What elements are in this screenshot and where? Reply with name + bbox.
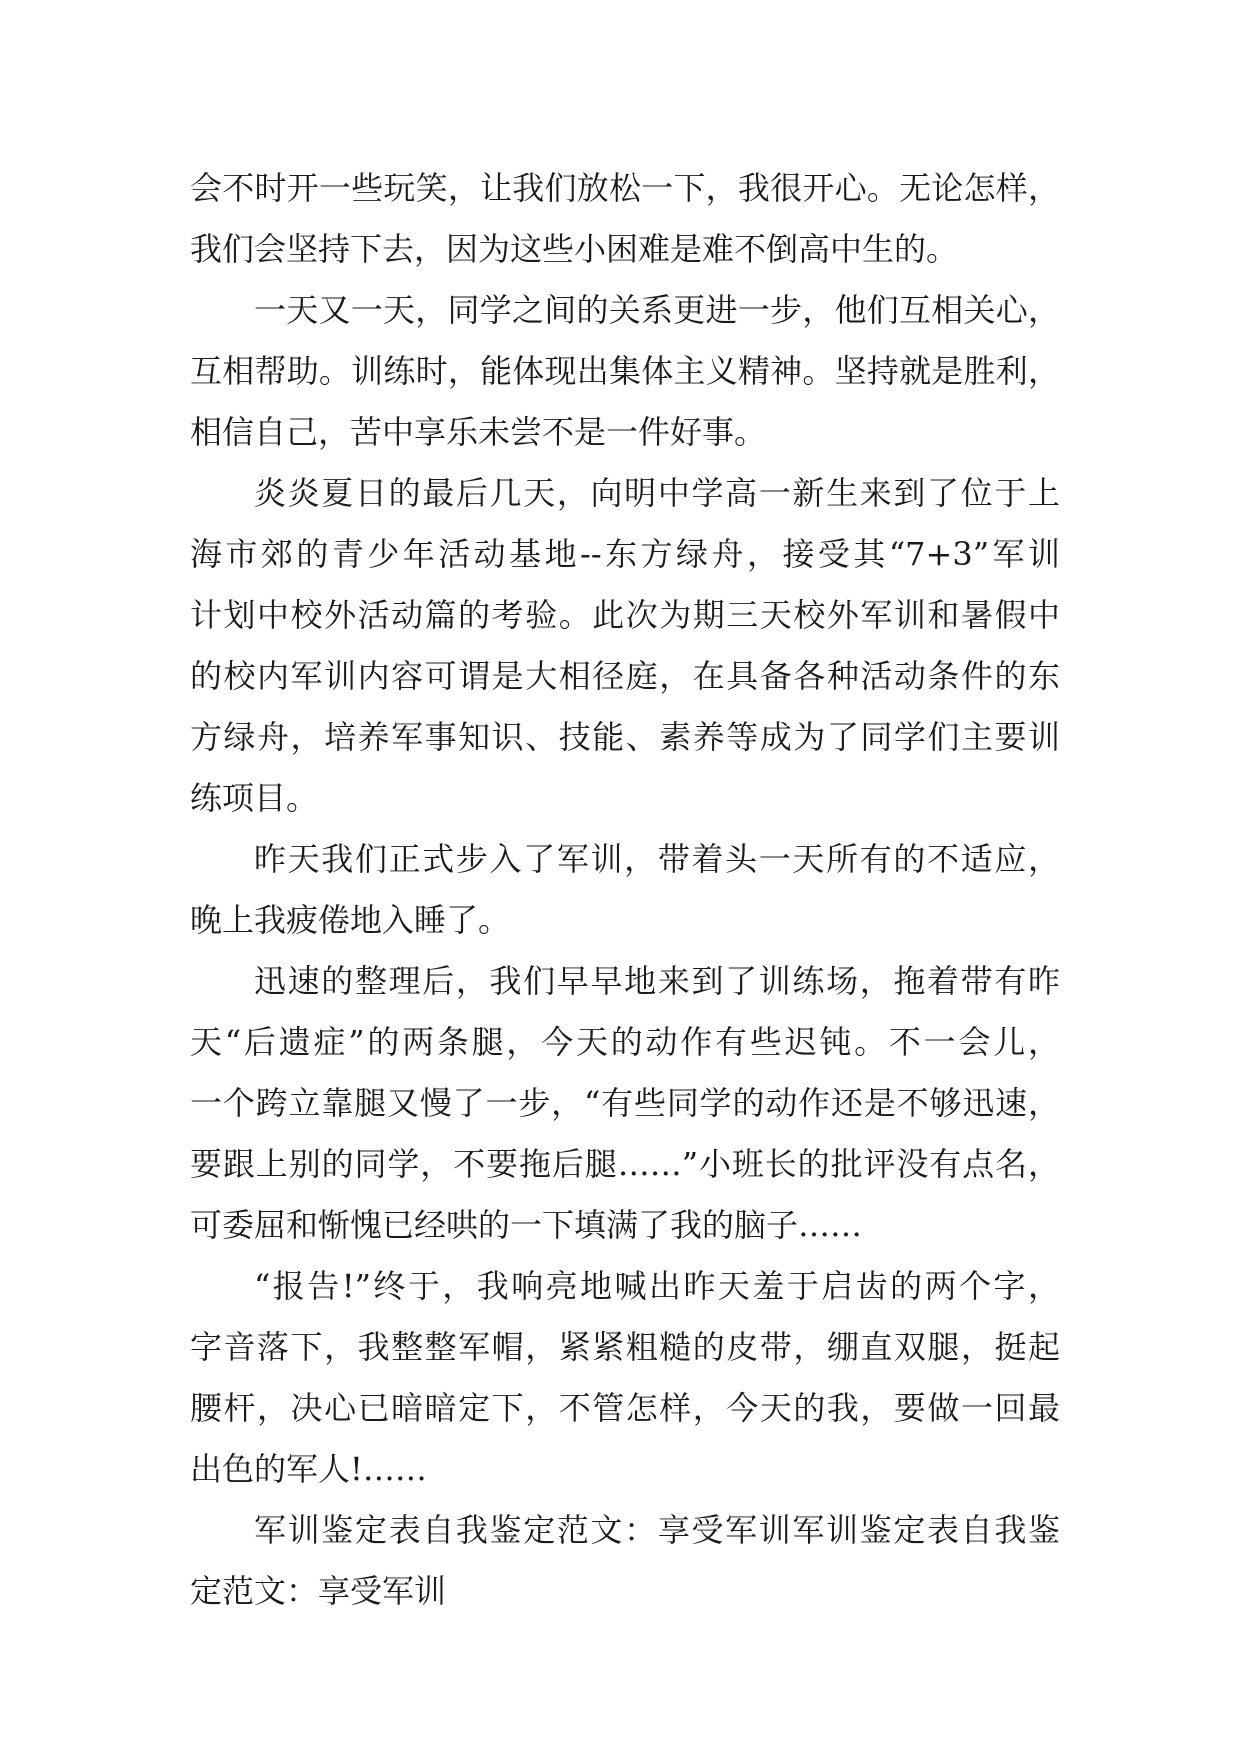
paragraph (190, 829, 1060, 951)
text-line: 腰杆，决心已暗暗定下，不管怎样，今天的我，要做一回最 (190, 1389, 1060, 1427)
text-line: 昨天我们正式步入了军训，带着头一天所有的不适应， (254, 840, 1060, 878)
text-line: 计划中校外活动篇的考验。此次为期三天校外军训和暑假中 (190, 596, 1060, 634)
text-line: 炎炎夏日的最后几天，向明中学高一新生来到了位于上 (254, 474, 1060, 512)
text-line: 一个跨立靠腿又慢了一步，“有些同学的动作还是不够迅速， (190, 1084, 1060, 1122)
text-line: 要跟上别的同学，不要拖后腿……”小班长的批评没有点名， (190, 1145, 1060, 1183)
paragraph (190, 1500, 1060, 1622)
paragraph (190, 158, 1060, 280)
text-line: 一天又一天，同学之间的关系更进一步，他们互相关心， (254, 291, 1060, 329)
text-line: 军训鉴定表自我鉴定范文：享受军训军训鉴定表自我鉴 (254, 1511, 1060, 1549)
text-line: 互相帮助。训练时，能体现出集体主义精神。坚持就是胜利， (190, 352, 1060, 390)
text-line: 字音落下，我整整军帽，紧紧粗糙的皮带，绷直双腿，挺起 (190, 1328, 1060, 1366)
paragraph (190, 280, 1060, 463)
text-line: 晚上我疲倦地入睡了。 (190, 901, 511, 939)
text-line: 方绿舟，培养军事知识、技能、素养等成为了同学们主要训 (190, 718, 1060, 756)
paragraph (190, 463, 1060, 829)
text-line: 会不时开一些玩笑，让我们放松一下，我很开心。无论怎样， (190, 169, 1060, 207)
text-line: 定范文：享受军训 (190, 1572, 447, 1610)
text-line: 海市郊的青少年活动基地--东方绿舟，接受其“7+3”军训 (190, 535, 1060, 573)
text-line: 练项目。 (190, 779, 319, 817)
text-line: “报告!”终于，我响亮地喊出昨天羞于启齿的两个字， (254, 1267, 1060, 1305)
paragraph (190, 1256, 1060, 1500)
text-line: 可委屈和惭愧已经哄的一下填满了我的脑子…… (190, 1206, 863, 1244)
text-line: 天“后遗症”的两条腿，今天的动作有些迟钝。不一会儿， (190, 1023, 1060, 1061)
text-line: 相信自己，苦中享乐未尝不是一件好事。 (190, 413, 767, 451)
body-text (190, 158, 1060, 1622)
paragraph (190, 951, 1060, 1256)
text-line: 迅速的整理后，我们早早地来到了训练场，拖着带有昨 (254, 962, 1060, 1000)
text-line: 的校内军训内容可谓是大相径庭，在具备各种活动条件的东 (190, 657, 1060, 695)
text-line: 我们会坚持下去，因为这些小困难是难不倒高中生的。 (190, 230, 959, 268)
text-line: 出色的军人!…… (190, 1450, 427, 1488)
